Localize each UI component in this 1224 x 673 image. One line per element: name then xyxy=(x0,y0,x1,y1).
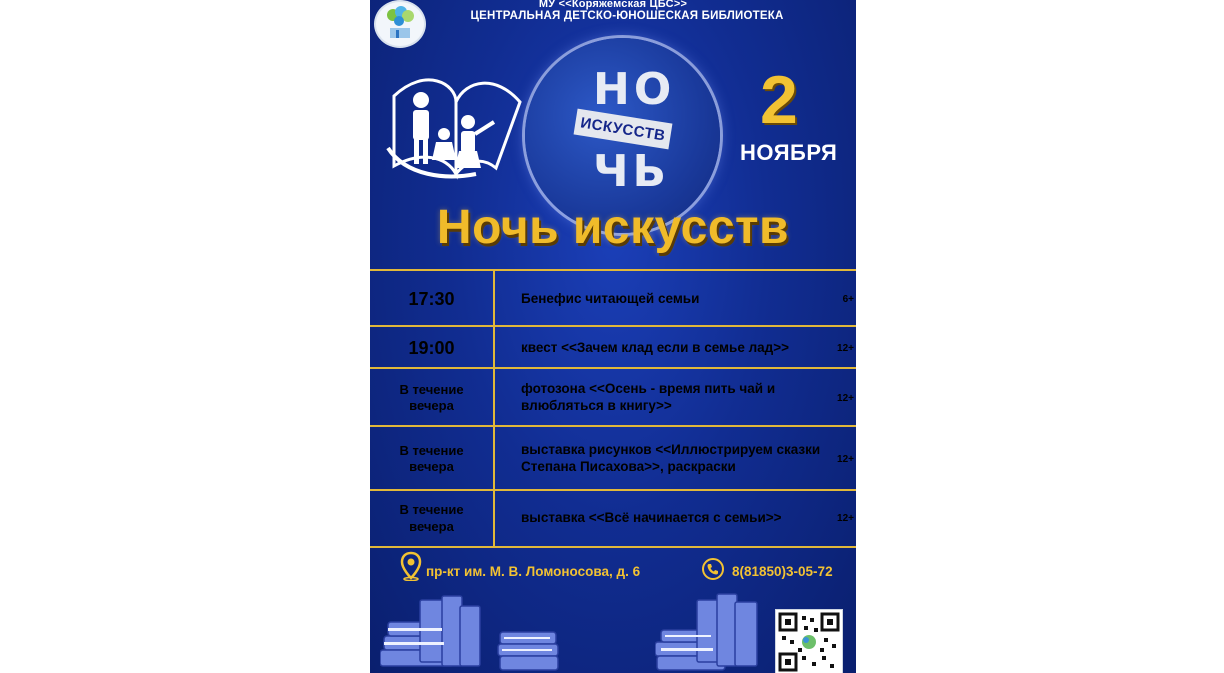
event-poster xyxy=(370,0,856,673)
library-name: ЦЕНТРАЛЬНАЯ ДЕТСКО-ЮНОШЕСКАЯ БИБЛИОТЕКА xyxy=(470,10,784,22)
schedule-row xyxy=(370,425,856,491)
address-text: пр-кт им. М. В. Ломоносова, д. 6 xyxy=(426,564,641,579)
age-rating: 12+ xyxy=(837,453,854,465)
schedule-time-text: В течение вечера xyxy=(399,442,464,474)
location-pin-icon xyxy=(400,551,422,581)
schedule-time xyxy=(370,369,495,427)
poster-title: Ночь искусств xyxy=(436,201,790,254)
age-rating: 12+ xyxy=(837,392,854,404)
schedule-time xyxy=(370,491,495,546)
age-rating: 12+ xyxy=(837,342,854,354)
schedule-time: 19:00 xyxy=(370,327,495,369)
emblem-band-word: ИСКУССТВ xyxy=(579,113,667,145)
schedule-event xyxy=(521,369,826,427)
organization-name: МУ <<Коряжемская ЦБС>> xyxy=(538,0,688,10)
schedule-event: выставка <<Всё начинается с семьи>> xyxy=(521,510,782,526)
schedule-event: Бенефис читающей семьи xyxy=(521,290,700,306)
schedule-event xyxy=(521,427,826,491)
schedule-row xyxy=(370,325,856,369)
schedule-time-text: В течение вечера xyxy=(399,381,464,413)
phone-number: 8(81850)3-05-72 xyxy=(732,564,833,579)
schedule-time xyxy=(370,427,495,491)
schedule-row xyxy=(370,269,856,327)
book-stack-icon xyxy=(380,592,560,673)
qr-code[interactable] xyxy=(775,609,843,673)
schedule-time-text: В течение вечера xyxy=(399,502,464,534)
phone-icon xyxy=(702,558,724,580)
age-rating: 6+ xyxy=(842,293,854,305)
schedule-row xyxy=(370,489,856,548)
contact-info xyxy=(400,551,856,587)
schedule-event: квест <<Зачем клад если в семье лад>> xyxy=(521,339,790,355)
event-day: 2 xyxy=(760,62,798,138)
schedule-event-text: фотозона <<Осень - время пить чай и влюбляться в книгу>> xyxy=(521,381,776,413)
emblem-bottom-letters: ЧЬ xyxy=(593,146,671,197)
schedule-row xyxy=(370,367,856,427)
schedule-event-text: выставка рисунков <<Иллюстрируем сказки Степана Писахова>>, раскраски xyxy=(521,442,821,474)
schedule-time: 17:30 xyxy=(370,271,495,327)
emblem-top-letters: НО xyxy=(593,64,676,115)
family-reading-icon xyxy=(386,56,526,180)
event-month: НОЯБРЯ xyxy=(740,140,838,165)
book-stack-icon xyxy=(655,590,770,673)
age-rating: 12+ xyxy=(837,513,854,524)
